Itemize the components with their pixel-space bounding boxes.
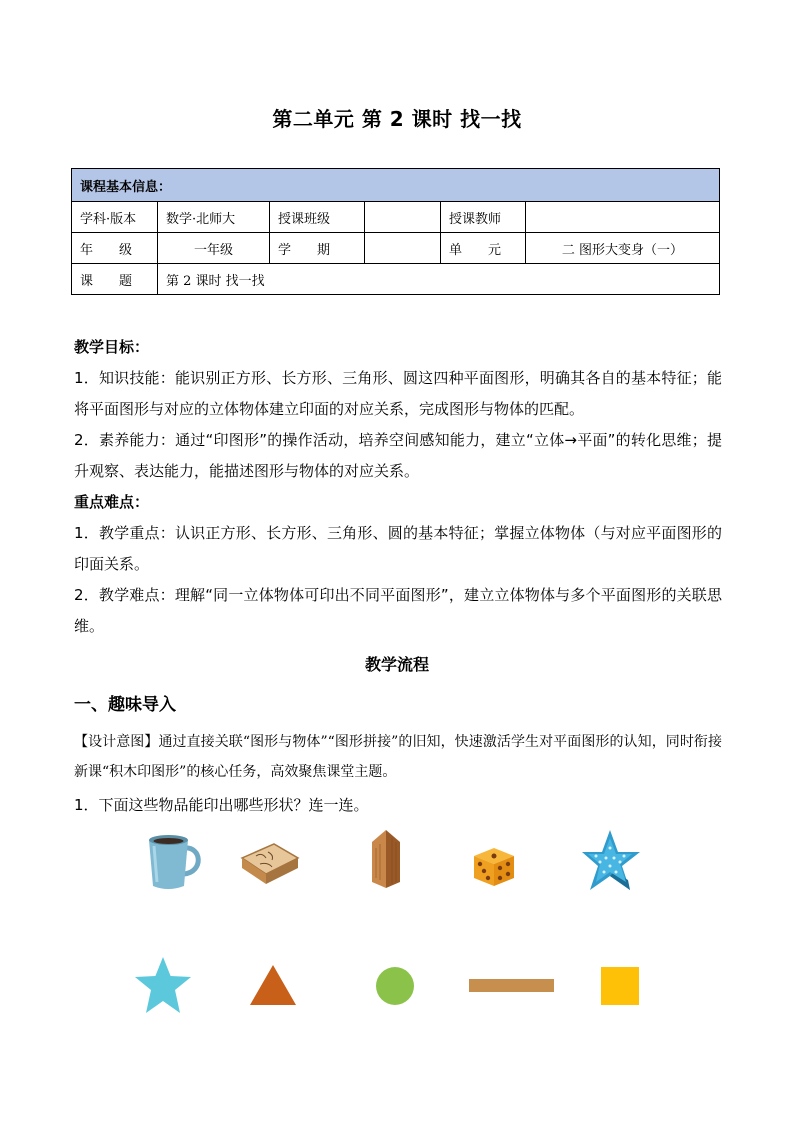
design-intent: 【设计意图】通过直接关联“图形与物体”“图形拼接”的旧知，快速激活学生对平面图形的认知，同时衔接新课“积木印图形”的核心任务，高效聚焦课堂主题。	[74, 734, 722, 780]
cell-subject-label: 学科·版本	[72, 202, 158, 233]
cell-subject-value: 数学·北师大	[158, 202, 270, 233]
section-heading: 一、趣味导入	[74, 695, 176, 715]
course-info-header: 课程基本信息：	[72, 169, 720, 202]
key-item-1: 1．教学重点：认识正方形、长方形、三角形、圆的基本特征；掌握立体物体（与对应平面图形的印面关系。	[74, 524, 722, 573]
rectangle-shape	[469, 978, 554, 993]
flow-title: 教学流程	[364, 655, 429, 674]
square-shape	[600, 966, 640, 1006]
star-shape	[133, 956, 193, 1016]
box-icon	[238, 838, 300, 888]
goals-heading: 教学目标：	[74, 338, 150, 356]
goal-item-1: 1．知识技能：能识别正方形、长方形、三角形、圆这四种平面图形，明确其各自的基本特征；能将平面图形与对应的立体物体建立印面的对应关系，完成图形与物体的匹配。	[74, 369, 722, 418]
cell-grade-value: 一年级	[158, 233, 270, 264]
cell-term-label: 学 期	[270, 233, 365, 264]
cell-grade-label: 年 级	[72, 233, 158, 264]
star-prism-icon	[580, 828, 642, 894]
cell-class-label: 授课班级	[270, 202, 365, 233]
question-1: 1．下面这些物品能印出哪些形状？连一连。	[74, 796, 369, 814]
cell-teacher-value	[526, 202, 720, 233]
page-title: 第二单元 第 2 课时 找一找	[272, 107, 522, 131]
key-item-2: 2．教学难点：理解“同一立体物体可印出不同平面图形”，建立立体物体与多个平面图形的关联思维。	[74, 586, 722, 635]
cell-term-value	[365, 233, 441, 264]
cup-icon	[144, 832, 206, 892]
cell-topic-label: 课 题	[72, 264, 158, 295]
keys-heading: 重点难点：	[74, 493, 150, 511]
goal-item-2: 2．素养能力：通过“印图形”的操作活动，培养空间感知能力，建立“立体→平面”的转化思维；提升观察、表达能力，能描述图形与物体的对应关系。	[74, 431, 722, 480]
dice-icon	[470, 844, 518, 888]
cell-unit-value: 二 图形大变身（一）	[526, 233, 720, 264]
triangle-shape	[249, 964, 297, 1006]
cell-teacher-label: 授课教师	[441, 202, 526, 233]
circle-shape	[375, 966, 415, 1006]
cell-class-value	[365, 202, 441, 233]
course-info-table	[71, 168, 720, 295]
cell-unit-label: 单 元	[441, 233, 526, 264]
cell-topic-value: 第 2 课时 找一找	[158, 264, 720, 295]
prism-block-icon	[368, 828, 404, 890]
